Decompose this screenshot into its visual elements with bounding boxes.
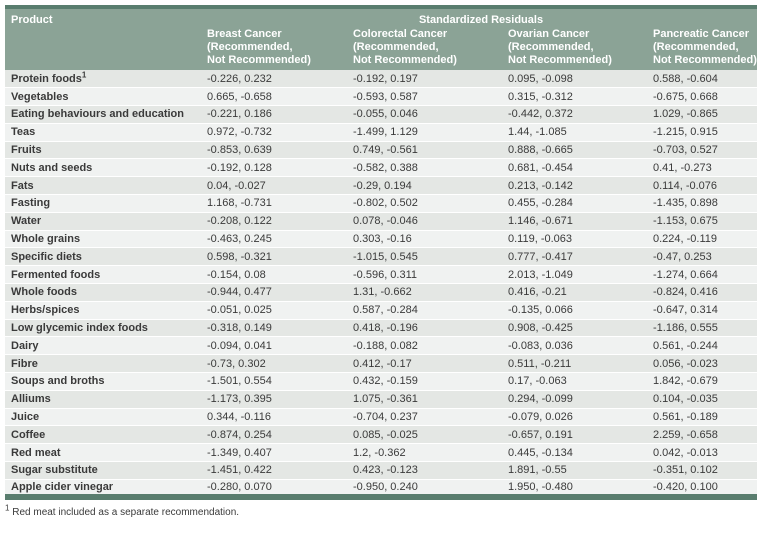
residual-value-cell: 0.455, -0.284 bbox=[506, 195, 651, 213]
residual-value-cell: -1.173, 0.395 bbox=[205, 390, 351, 408]
product-cell: Fermented foods bbox=[5, 266, 205, 284]
residual-value-cell: -0.582, 0.388 bbox=[351, 159, 506, 177]
residual-value-cell: 0.344, -0.116 bbox=[205, 408, 351, 426]
residual-value-cell: -0.221, 0.186 bbox=[205, 106, 351, 124]
residual-value-cell: 0.294, -0.099 bbox=[506, 390, 651, 408]
residual-value-cell: 0.315, -0.312 bbox=[506, 88, 651, 106]
table-row bbox=[5, 141, 757, 159]
residual-value-cell: -0.079, 0.026 bbox=[506, 408, 651, 426]
product-cell: Protein foods$^1$ bbox=[5, 70, 205, 88]
residual-value-cell: -0.442, 0.372 bbox=[506, 106, 651, 124]
residual-value-cell: -0.192, 0.197 bbox=[351, 70, 506, 88]
residual-value-cell: -0.853, 0.639 bbox=[205, 141, 351, 159]
residual-value-cell: -0.051, 0.025 bbox=[205, 301, 351, 319]
product-cell: Eating behaviours and education bbox=[5, 106, 205, 124]
product-cell: Alliums bbox=[5, 390, 205, 408]
product-subheader-spacer bbox=[5, 27, 205, 70]
product-cell: Dairy bbox=[5, 337, 205, 355]
column-subtitle: (Recommended, bbox=[508, 41, 594, 53]
residual-value-cell: -0.675, 0.668 bbox=[651, 88, 757, 106]
residual-value-cell: -0.188, 0.082 bbox=[351, 337, 506, 355]
residual-value-cell: 0.412, -0.17 bbox=[351, 355, 506, 373]
residual-value-cell: -0.874, 0.254 bbox=[205, 426, 351, 444]
residual-value-cell: 0.777, -0.417 bbox=[506, 248, 651, 266]
residual-value-cell: -1.501, 0.554 bbox=[205, 373, 351, 391]
table-row bbox=[5, 177, 757, 195]
product-cell: Teas bbox=[5, 123, 205, 141]
table-row bbox=[5, 230, 757, 248]
table-row bbox=[5, 319, 757, 337]
product-cell: Red meat bbox=[5, 444, 205, 462]
residual-value-cell: 0.416, -0.21 bbox=[506, 284, 651, 302]
residual-value-cell: 1.950, -0.480 bbox=[506, 479, 651, 497]
residual-value-cell: -1.015, 0.545 bbox=[351, 248, 506, 266]
residual-value-cell: 1.146, -0.671 bbox=[506, 212, 651, 230]
residual-value-cell: 0.085, -0.025 bbox=[351, 426, 506, 444]
product-cell: Fruits bbox=[5, 141, 205, 159]
residual-value-cell: -0.950, 0.240 bbox=[351, 479, 506, 497]
residual-value-cell: -0.420, 0.100 bbox=[651, 479, 757, 497]
residual-value-cell: 0.972, -0.732 bbox=[205, 123, 351, 141]
table-row bbox=[5, 195, 757, 213]
residual-value-cell: 0.888, -0.665 bbox=[506, 141, 651, 159]
residual-value-cell: 0.04, -0.027 bbox=[205, 177, 351, 195]
column-subtitle: (Recommended, bbox=[207, 41, 293, 53]
table-row bbox=[5, 408, 757, 426]
table-row bbox=[5, 212, 757, 230]
residual-value-cell: 0.598, -0.321 bbox=[205, 248, 351, 266]
residual-value-cell: -0.657, 0.191 bbox=[506, 426, 651, 444]
residual-value-cell: -1.499, 1.129 bbox=[351, 123, 506, 141]
product-cell: Whole grains bbox=[5, 230, 205, 248]
product-cell: Fats bbox=[5, 177, 205, 195]
residual-value-cell: 1.842, -0.679 bbox=[651, 373, 757, 391]
residual-value-cell: -0.704, 0.237 bbox=[351, 408, 506, 426]
residual-value-cell: 0.561, -0.189 bbox=[651, 408, 757, 426]
product-column-header: Product bbox=[5, 7, 205, 27]
table-row bbox=[5, 337, 757, 355]
table-row bbox=[5, 426, 757, 444]
residual-value-cell: 1.2, -0.362 bbox=[351, 444, 506, 462]
residual-value-cell: 0.681, -0.454 bbox=[506, 159, 651, 177]
residual-value-cell: -1.349, 0.407 bbox=[205, 444, 351, 462]
table-row bbox=[5, 355, 757, 373]
residual-value-cell: 0.432, -0.159 bbox=[351, 373, 506, 391]
residual-value-cell: 1.075, -0.361 bbox=[351, 390, 506, 408]
residual-value-cell: 0.042, -0.013 bbox=[651, 444, 757, 462]
column-title: Pancreatic Cancer bbox=[653, 28, 749, 40]
residual-value-cell: -0.29, 0.194 bbox=[351, 177, 506, 195]
residual-value-cell: 1.31, -0.662 bbox=[351, 284, 506, 302]
product-cell: Vegetables bbox=[5, 88, 205, 106]
table-row bbox=[5, 390, 757, 408]
residual-value-cell: 0.587, -0.284 bbox=[351, 301, 506, 319]
residual-value-cell: -0.318, 0.149 bbox=[205, 319, 351, 337]
residual-value-cell: -1.274, 0.664 bbox=[651, 266, 757, 284]
residual-value-cell: 0.119, -0.063 bbox=[506, 230, 651, 248]
table-row bbox=[5, 444, 757, 462]
residual-value-cell: 0.213, -0.142 bbox=[506, 177, 651, 195]
product-cell: Water bbox=[5, 212, 205, 230]
table-row bbox=[5, 266, 757, 284]
residual-value-cell: 0.17, -0.063 bbox=[506, 373, 651, 391]
residual-value-cell: 0.418, -0.196 bbox=[351, 319, 506, 337]
table-row bbox=[5, 479, 757, 497]
table-row bbox=[5, 88, 757, 106]
table-row bbox=[5, 301, 757, 319]
residual-value-cell: -1.451, 0.422 bbox=[205, 462, 351, 480]
column-header-breast-cancer bbox=[205, 27, 351, 70]
table-row bbox=[5, 159, 757, 177]
product-cell: Coffee bbox=[5, 426, 205, 444]
column-header-ovarian-cancer bbox=[506, 27, 651, 70]
footnote-marker: 1 bbox=[5, 503, 10, 513]
residual-value-cell: 0.423, -0.123 bbox=[351, 462, 506, 480]
table-row bbox=[5, 106, 757, 124]
residual-value-cell: -0.226, 0.232 bbox=[205, 70, 351, 88]
residual-value-cell: 0.665, -0.658 bbox=[205, 88, 351, 106]
residual-value-cell: -0.463, 0.245 bbox=[205, 230, 351, 248]
column-subtitle: (Recommended, bbox=[353, 41, 439, 53]
footnote-reference: 1 bbox=[81, 70, 87, 79]
product-cell: Fasting bbox=[5, 195, 205, 213]
product-cell: Apple cider vinegar bbox=[5, 479, 205, 497]
product-cell: Specific diets bbox=[5, 248, 205, 266]
residual-value-cell: -0.824, 0.416 bbox=[651, 284, 757, 302]
table-row bbox=[5, 284, 757, 302]
residual-value-cell: 1.44, -1.085 bbox=[506, 123, 651, 141]
column-header-colorectal-cancer bbox=[351, 27, 506, 70]
column-subtitle: Not Recommended) bbox=[653, 54, 757, 66]
residual-value-cell: 0.114, -0.076 bbox=[651, 177, 757, 195]
residual-value-cell: -0.596, 0.311 bbox=[351, 266, 506, 284]
residual-value-cell: 2.013, -1.049 bbox=[506, 266, 651, 284]
residual-value-cell: 0.41, -0.273 bbox=[651, 159, 757, 177]
residual-value-cell: -0.208, 0.122 bbox=[205, 212, 351, 230]
residual-value-cell: 0.224, -0.119 bbox=[651, 230, 757, 248]
standardized-residuals-table bbox=[5, 5, 757, 500]
residual-value-cell: 0.561, -0.244 bbox=[651, 337, 757, 355]
table-body bbox=[5, 70, 757, 497]
residual-value-cell: -0.154, 0.08 bbox=[205, 266, 351, 284]
residual-value-cell: -0.351, 0.102 bbox=[651, 462, 757, 480]
residual-value-cell: -0.135, 0.066 bbox=[506, 301, 651, 319]
residual-value-cell: 0.588, -0.604 bbox=[651, 70, 757, 88]
residual-value-cell: -0.593, 0.587 bbox=[351, 88, 506, 106]
residual-value-cell: -0.083, 0.036 bbox=[506, 337, 651, 355]
residual-value-cell: 0.445, -0.134 bbox=[506, 444, 651, 462]
table-footnote bbox=[5, 503, 761, 519]
product-cell: Nuts and seeds bbox=[5, 159, 205, 177]
table-row bbox=[5, 123, 757, 141]
residual-value-cell: -1.435, 0.898 bbox=[651, 195, 757, 213]
group-column-header: Standardized Residuals bbox=[205, 7, 757, 27]
column-title: Breast Cancer bbox=[207, 28, 282, 40]
residual-value-cell: 0.078, -0.046 bbox=[351, 212, 506, 230]
product-cell: Juice bbox=[5, 408, 205, 426]
column-subtitle: Not Recommended) bbox=[508, 54, 612, 66]
residual-value-cell: -0.73, 0.302 bbox=[205, 355, 351, 373]
product-cell: Whole foods bbox=[5, 284, 205, 302]
product-cell: Herbs/spices bbox=[5, 301, 205, 319]
residual-value-cell: -0.802, 0.502 bbox=[351, 195, 506, 213]
residual-value-cell: 0.303, -0.16 bbox=[351, 230, 506, 248]
residual-value-cell: -1.186, 0.555 bbox=[651, 319, 757, 337]
residual-value-cell: 2.259, -0.658 bbox=[651, 426, 757, 444]
residual-value-cell: 0.104, -0.035 bbox=[651, 390, 757, 408]
residual-value-cell: -1.153, 0.675 bbox=[651, 212, 757, 230]
residual-value-cell: -0.192, 0.128 bbox=[205, 159, 351, 177]
column-title: Colorectal Cancer bbox=[353, 28, 448, 40]
product-cell: Low glycemic index foods bbox=[5, 319, 205, 337]
residual-value-cell: -0.703, 0.527 bbox=[651, 141, 757, 159]
residual-value-cell: -1.215, 0.915 bbox=[651, 123, 757, 141]
residual-value-cell: -0.647, 0.314 bbox=[651, 301, 757, 319]
column-subtitle: Not Recommended) bbox=[353, 54, 457, 66]
residual-value-cell: 0.095, -0.098 bbox=[506, 70, 651, 88]
product-cell: Fibre bbox=[5, 355, 205, 373]
residual-value-cell: 0.511, -0.211 bbox=[506, 355, 651, 373]
residual-value-cell: 0.908, -0.425 bbox=[506, 319, 651, 337]
table-row bbox=[5, 462, 757, 480]
table-header bbox=[5, 7, 757, 70]
residual-value-cell: -0.094, 0.041 bbox=[205, 337, 351, 355]
table-row bbox=[5, 373, 757, 391]
residual-value-cell: 0.749, -0.561 bbox=[351, 141, 506, 159]
residual-value-cell: 0.056, -0.023 bbox=[651, 355, 757, 373]
column-header-pancreatic-cancer bbox=[651, 27, 757, 70]
table-row bbox=[5, 248, 757, 266]
residual-value-cell: -0.280, 0.070 bbox=[205, 479, 351, 497]
column-title: Ovarian Cancer bbox=[508, 28, 590, 40]
residual-value-cell: -0.055, 0.046 bbox=[351, 106, 506, 124]
residual-value-cell: 1.029, -0.865 bbox=[651, 106, 757, 124]
product-cell: Sugar substitute bbox=[5, 462, 205, 480]
residual-value-cell: -0.944, 0.477 bbox=[205, 284, 351, 302]
column-subtitle: Not Recommended) bbox=[207, 54, 311, 66]
residual-value-cell: 1.168, -0.731 bbox=[205, 195, 351, 213]
column-subtitle: (Recommended, bbox=[653, 41, 739, 53]
table-row bbox=[5, 70, 757, 88]
product-cell: Soups and broths bbox=[5, 373, 205, 391]
footnote-text: Red meat included as a separate recommendation. bbox=[12, 507, 240, 519]
residual-value-cell: 1.891, -0.55 bbox=[506, 462, 651, 480]
residual-value-cell: -0.47, 0.253 bbox=[651, 248, 757, 266]
